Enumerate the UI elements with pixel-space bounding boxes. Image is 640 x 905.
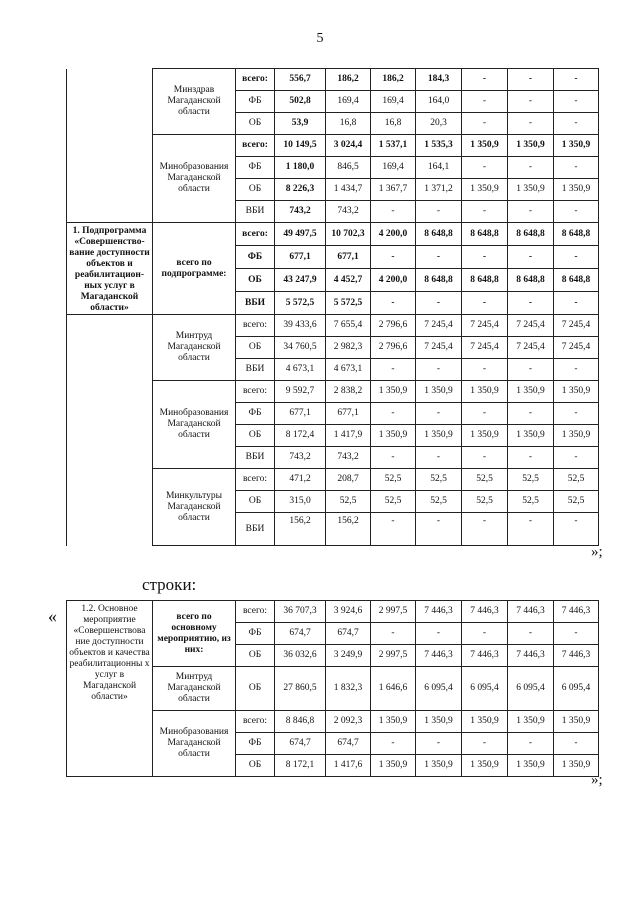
- value-cell: -: [416, 403, 462, 425]
- value-cell: 52,5: [508, 491, 554, 513]
- value-cell: 1 180,0: [275, 157, 326, 179]
- value-cell: 5 572,5: [326, 292, 371, 315]
- value-cell: 1 350,9: [462, 425, 508, 447]
- value-cell: 1 371,2: [416, 179, 462, 201]
- value-cell: -: [462, 359, 508, 381]
- value-cell: -: [371, 246, 416, 269]
- value-cell: 1 350,9: [508, 755, 554, 777]
- value-cell: 2 796,6: [371, 337, 416, 359]
- funding-type: ОБ: [236, 425, 275, 447]
- value-cell: -: [371, 292, 416, 315]
- value-cell: 1 350,9: [462, 381, 508, 403]
- value-cell: 1 350,9: [462, 711, 508, 733]
- funding-type: ФБ: [236, 157, 275, 179]
- value-cell: 6 095,4: [554, 667, 599, 711]
- value-cell: 677,1: [326, 246, 371, 269]
- value-cell: 7 245,4: [508, 337, 554, 359]
- value-cell: 677,1: [275, 403, 326, 425]
- value-cell: 39 433,6: [275, 315, 326, 337]
- value-cell: -: [462, 403, 508, 425]
- page-number: 5: [316, 31, 324, 46]
- funding-type: ОБ: [236, 179, 275, 201]
- value-cell: -: [416, 623, 462, 645]
- responsible-label: всего по основному мероприятию, из них:: [153, 601, 236, 667]
- value-cell: 52,5: [416, 491, 462, 513]
- value-cell: -: [462, 201, 508, 223]
- value-cell: -: [371, 359, 416, 381]
- funding-type: ФБ: [236, 403, 275, 425]
- funding-type: ВБИ: [236, 359, 275, 381]
- value-cell: 7 245,4: [554, 315, 599, 337]
- value-cell: 6 095,4: [462, 667, 508, 711]
- value-cell: 4 673,1: [326, 359, 371, 381]
- value-cell: -: [554, 157, 599, 179]
- value-cell: 1 350,9: [554, 755, 599, 777]
- value-cell: 34 760,5: [275, 337, 326, 359]
- value-cell: 2 982,3: [326, 337, 371, 359]
- value-cell: 53,9: [275, 113, 326, 135]
- value-cell: 52,5: [554, 491, 599, 513]
- value-cell: 7 245,4: [416, 315, 462, 337]
- value-cell: 743,2: [275, 201, 326, 223]
- value-cell: 1 417,9: [326, 425, 371, 447]
- value-cell: 1 434,7: [326, 179, 371, 201]
- value-cell: -: [416, 359, 462, 381]
- value-cell: 52,5: [462, 469, 508, 491]
- value-cell: 3 924,6: [326, 601, 371, 623]
- value-cell: 36 032,6: [275, 645, 326, 667]
- value-cell: -: [462, 447, 508, 469]
- value-cell: -: [554, 733, 599, 755]
- responsible-label: Минтруд Магаданской области: [153, 667, 236, 711]
- funding-type: ОБ: [236, 755, 275, 777]
- funding-type: ОБ: [236, 667, 275, 711]
- table-row: [67, 381, 599, 403]
- value-cell: 7 446,3: [508, 645, 554, 667]
- value-cell: -: [508, 403, 554, 425]
- value-cell: 2 092,3: [326, 711, 371, 733]
- value-cell: -: [462, 513, 508, 546]
- value-cell: 556,7: [275, 69, 326, 91]
- value-cell: -: [416, 201, 462, 223]
- value-cell: -: [508, 91, 554, 113]
- funding-type: ВБИ: [236, 292, 275, 315]
- funding-type: ОБ: [236, 491, 275, 513]
- value-cell: 7 446,3: [554, 645, 599, 667]
- value-cell: 7 655,4: [326, 315, 371, 337]
- funding-type: всего:: [236, 223, 275, 246]
- value-cell: 49 497,5: [275, 223, 326, 246]
- value-cell: 1 350,9: [508, 135, 554, 157]
- value-cell: 43 247,9: [275, 269, 326, 292]
- value-cell: -: [462, 157, 508, 179]
- value-cell: -: [462, 69, 508, 91]
- value-cell: 315,0: [275, 491, 326, 513]
- value-cell: 1 350,9: [462, 135, 508, 157]
- value-cell: 2 838,2: [326, 381, 371, 403]
- value-cell: 1 350,9: [554, 135, 599, 157]
- value-cell: -: [416, 513, 462, 546]
- value-cell: -: [508, 157, 554, 179]
- value-cell: -: [554, 292, 599, 315]
- value-cell: 1 367,7: [371, 179, 416, 201]
- funding-type: ОБ: [236, 113, 275, 135]
- table-row: [67, 469, 599, 491]
- funding-type: ФБ: [236, 246, 275, 269]
- value-cell: 1 832,3: [326, 667, 371, 711]
- value-cell: 7 245,4: [462, 315, 508, 337]
- funding-type: всего:: [236, 69, 275, 91]
- responsible-label: Минобразования Магаданской области: [153, 381, 236, 469]
- value-cell: 7 446,3: [416, 645, 462, 667]
- value-cell: 1 350,9: [508, 179, 554, 201]
- value-cell: 846,5: [326, 157, 371, 179]
- value-cell: 4 200,0: [371, 223, 416, 246]
- value-cell: -: [508, 292, 554, 315]
- budget-table-1: [66, 68, 599, 546]
- value-cell: -: [462, 113, 508, 135]
- value-cell: 186,2: [326, 69, 371, 91]
- funding-type: ФБ: [236, 623, 275, 645]
- value-cell: 8 648,8: [508, 223, 554, 246]
- value-cell: -: [508, 201, 554, 223]
- value-cell: -: [554, 403, 599, 425]
- value-cell: -: [462, 246, 508, 269]
- funding-type: всего:: [236, 601, 275, 623]
- value-cell: 674,7: [326, 733, 371, 755]
- value-cell: 10 702,3: [326, 223, 371, 246]
- value-cell: 4 452,7: [326, 269, 371, 292]
- section-heading: строки:: [142, 575, 197, 594]
- value-cell: -: [554, 359, 599, 381]
- value-cell: -: [371, 403, 416, 425]
- value-cell: -: [462, 733, 508, 755]
- value-cell: -: [416, 246, 462, 269]
- value-cell: 1 417,6: [326, 755, 371, 777]
- value-cell: 1 350,9: [508, 381, 554, 403]
- value-cell: 7 446,3: [508, 601, 554, 623]
- value-cell: 16,8: [371, 113, 416, 135]
- subprogram-cell: 1. Подпрограмма «Совершенство-вание доступности объектов и реабилитацион-ных услуг в Магаданской области»: [67, 223, 153, 315]
- table-row: [67, 601, 599, 623]
- value-cell: -: [371, 447, 416, 469]
- value-cell: -: [508, 623, 554, 645]
- value-cell: 1 350,9: [416, 425, 462, 447]
- value-cell: 7 245,4: [416, 337, 462, 359]
- value-cell: 52,5: [416, 469, 462, 491]
- value-cell: -: [554, 513, 599, 546]
- value-cell: 1 350,9: [554, 381, 599, 403]
- value-cell: 8 648,8: [508, 269, 554, 292]
- subprogram-cell: [67, 135, 153, 223]
- value-cell: -: [554, 201, 599, 223]
- value-cell: 502,8: [275, 91, 326, 113]
- value-cell: 52,5: [326, 491, 371, 513]
- value-cell: 2 796,6: [371, 315, 416, 337]
- value-cell: -: [462, 91, 508, 113]
- funding-type: ОБ: [236, 645, 275, 667]
- value-cell: 1 537,1: [371, 135, 416, 157]
- value-cell: 7 245,4: [508, 315, 554, 337]
- responsible-label: Минобразования Магаданской области: [153, 711, 236, 777]
- value-cell: 52,5: [371, 469, 416, 491]
- value-cell: -: [508, 733, 554, 755]
- funding-type: всего:: [236, 711, 275, 733]
- value-cell: 164,0: [416, 91, 462, 113]
- value-cell: 169,4: [326, 91, 371, 113]
- funding-type: ФБ: [236, 91, 275, 113]
- value-cell: 1 350,9: [508, 711, 554, 733]
- value-cell: 1 350,9: [554, 425, 599, 447]
- value-cell: 743,2: [326, 447, 371, 469]
- value-cell: -: [462, 292, 508, 315]
- value-cell: 2 997,5: [371, 645, 416, 667]
- subprogram-cell: [67, 469, 153, 546]
- value-cell: -: [508, 359, 554, 381]
- responsible-label: всего по подпрограмме:: [153, 223, 236, 315]
- table-row: [67, 315, 599, 337]
- subprogram-cell: [67, 381, 153, 469]
- funding-type: ОБ: [236, 269, 275, 292]
- value-cell: 1 535,3: [416, 135, 462, 157]
- value-cell: 1 350,9: [371, 425, 416, 447]
- value-cell: 8 846,8: [275, 711, 326, 733]
- value-cell: -: [371, 623, 416, 645]
- value-cell: 8 648,8: [554, 223, 599, 246]
- value-cell: -: [508, 447, 554, 469]
- value-cell: 1 350,9: [371, 755, 416, 777]
- budget-table-2: [66, 600, 599, 777]
- value-cell: 169,4: [371, 91, 416, 113]
- table-row: [67, 223, 599, 246]
- funding-type: всего:: [236, 381, 275, 403]
- value-cell: 8 172,1: [275, 755, 326, 777]
- value-cell: 1 350,9: [554, 179, 599, 201]
- value-cell: -: [416, 447, 462, 469]
- value-cell: 677,1: [326, 403, 371, 425]
- closing-quote-2: »;: [591, 772, 603, 788]
- value-cell: 8 226,3: [275, 179, 326, 201]
- value-cell: 1 350,9: [554, 711, 599, 733]
- value-cell: -: [554, 113, 599, 135]
- value-cell: -: [416, 733, 462, 755]
- value-cell: 1 350,9: [508, 425, 554, 447]
- value-cell: 3 024,4: [326, 135, 371, 157]
- closing-quote-1: »;: [591, 544, 603, 560]
- value-cell: 1 350,9: [371, 711, 416, 733]
- value-cell: -: [508, 113, 554, 135]
- funding-type: всего:: [236, 469, 275, 491]
- value-cell: -: [554, 69, 599, 91]
- value-cell: 6 095,4: [416, 667, 462, 711]
- funding-type: ВБИ: [236, 513, 275, 546]
- value-cell: 186,2: [371, 69, 416, 91]
- value-cell: 674,7: [275, 733, 326, 755]
- responsible-label: Минтруд Магаданской области: [153, 315, 236, 381]
- value-cell: 8 648,8: [462, 223, 508, 246]
- value-cell: 1 646,6: [371, 667, 416, 711]
- value-cell: 743,2: [275, 447, 326, 469]
- value-cell: 677,1: [275, 246, 326, 269]
- value-cell: 4 673,1: [275, 359, 326, 381]
- value-cell: 184,3: [416, 69, 462, 91]
- value-cell: -: [371, 733, 416, 755]
- value-cell: 8 648,8: [554, 269, 599, 292]
- funding-type: ФБ: [236, 733, 275, 755]
- value-cell: -: [554, 623, 599, 645]
- value-cell: 6 095,4: [508, 667, 554, 711]
- value-cell: -: [371, 513, 416, 546]
- value-cell: 1 350,9: [416, 381, 462, 403]
- value-cell: 36 707,3: [275, 601, 326, 623]
- value-cell: 164,1: [416, 157, 462, 179]
- value-cell: -: [508, 513, 554, 546]
- value-cell: -: [554, 91, 599, 113]
- value-cell: 8 648,8: [416, 223, 462, 246]
- subprogram-cell: [67, 69, 153, 135]
- value-cell: 8 648,8: [416, 269, 462, 292]
- value-cell: -: [508, 246, 554, 269]
- value-cell: 7 245,4: [462, 337, 508, 359]
- opening-quote: «: [48, 606, 57, 626]
- value-cell: 674,7: [275, 623, 326, 645]
- funding-type: ОБ: [236, 337, 275, 359]
- funding-type: ВБИ: [236, 201, 275, 223]
- table-row: [67, 135, 599, 157]
- value-cell: 471,2: [275, 469, 326, 491]
- measure-cell: 1.2. Основное мероприятие «Совершенствова ние доступности объектов и качества реабилитационны х услуг в Магаданской области»: [67, 601, 153, 777]
- value-cell: 7 245,4: [554, 337, 599, 359]
- value-cell: 2 997,5: [371, 601, 416, 623]
- value-cell: 156,2: [275, 513, 326, 546]
- value-cell: -: [554, 447, 599, 469]
- value-cell: 10 149,5: [275, 135, 326, 157]
- value-cell: 5 572,5: [275, 292, 326, 315]
- value-cell: 52,5: [462, 491, 508, 513]
- value-cell: 1 350,9: [416, 711, 462, 733]
- value-cell: 7 446,3: [554, 601, 599, 623]
- funding-type: всего:: [236, 135, 275, 157]
- table-row: [67, 69, 599, 91]
- value-cell: -: [416, 292, 462, 315]
- value-cell: 743,2: [326, 201, 371, 223]
- value-cell: 169,4: [371, 157, 416, 179]
- value-cell: 8 172,4: [275, 425, 326, 447]
- value-cell: 156,2: [326, 513, 371, 546]
- value-cell: 20,3: [416, 113, 462, 135]
- responsible-label: Минобразования Магаданской области: [153, 135, 236, 223]
- value-cell: 27 860,5: [275, 667, 326, 711]
- value-cell: 1 350,9: [416, 755, 462, 777]
- value-cell: 7 446,3: [416, 601, 462, 623]
- value-cell: 208,7: [326, 469, 371, 491]
- value-cell: 1 350,9: [462, 179, 508, 201]
- value-cell: 52,5: [554, 469, 599, 491]
- value-cell: 16,8: [326, 113, 371, 135]
- value-cell: 1 350,9: [371, 381, 416, 403]
- value-cell: -: [462, 623, 508, 645]
- value-cell: 52,5: [508, 469, 554, 491]
- value-cell: -: [371, 201, 416, 223]
- value-cell: 7 446,3: [462, 601, 508, 623]
- value-cell: 7 446,3: [462, 645, 508, 667]
- responsible-label: Минздрав Магаданской области: [153, 69, 236, 135]
- funding-type: всего:: [236, 315, 275, 337]
- value-cell: 3 249,9: [326, 645, 371, 667]
- value-cell: -: [508, 69, 554, 91]
- value-cell: -: [554, 246, 599, 269]
- value-cell: 1 350,9: [462, 755, 508, 777]
- funding-type: ВБИ: [236, 447, 275, 469]
- responsible-label: Минкультуры Магаданской области: [153, 469, 236, 546]
- value-cell: 9 592,7: [275, 381, 326, 403]
- subprogram-cell: [67, 315, 153, 381]
- value-cell: 52,5: [371, 491, 416, 513]
- value-cell: 674,7: [326, 623, 371, 645]
- value-cell: 8 648,8: [462, 269, 508, 292]
- value-cell: 4 200,0: [371, 269, 416, 292]
